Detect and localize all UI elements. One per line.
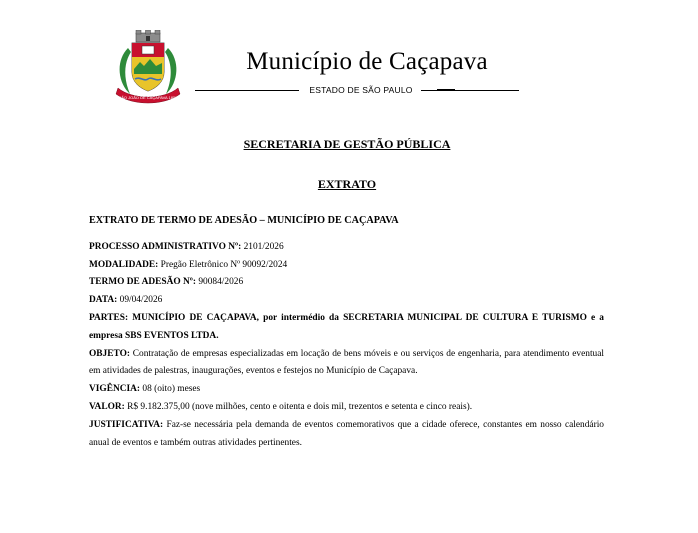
field-objeto-value: Contratação de empresas especializadas em locação de bens móveis e ou serviços de engenharia, para atendimento eventual em atividades de palestras, inaugurações, eventos e festejos no Município de Caçapava. — [89, 348, 604, 377]
field-objeto-label: OBJETO: — [89, 348, 130, 359]
field-partes-value: MUNICÍPIO DE CAÇAPAVA, por intermédio da SECRETARIA MUNICIPAL DE CULTURA E TURISMO e a empresa SBS EVENTOS LTDA. — [89, 312, 604, 341]
field-partes — [89, 310, 604, 346]
divider-right-accent — [437, 89, 455, 91]
field-valor-label: VALOR: — [89, 401, 125, 412]
field-termo-label: TERMO DE ADESÃO Nº: — [89, 277, 197, 288]
field-processo-value: 2101/2026 — [241, 241, 284, 252]
field-data-value: 09/04/2026 — [117, 295, 163, 306]
field-data — [89, 292, 604, 310]
field-justificativa — [89, 417, 604, 453]
field-justificativa-label: JUSTIFICATIVA: — [89, 419, 164, 430]
state-subtitle: ESTADO DE SÃO PAULO — [309, 85, 413, 95]
field-vigencia — [89, 381, 604, 399]
field-termo-value: 90084/2026 — [196, 277, 244, 288]
field-data-label: DATA: — [89, 295, 118, 306]
field-termo — [89, 274, 604, 292]
document-title: EXTRATO DE TERMO DE ADESÃO – MUNICÍPIO DE CAÇAPAVA — [89, 215, 399, 226]
field-modalidade-label: MODALIDADE: — [89, 259, 159, 270]
field-modalidade — [89, 257, 604, 275]
field-processo — [89, 239, 604, 257]
extrato-heading: EXTRATO — [317, 177, 377, 191]
field-vigencia-label: VIGÊNCIA: — [89, 384, 141, 395]
field-objeto — [89, 346, 604, 382]
divider-right — [421, 90, 519, 91]
field-modalidade-value: Pregão Eletrônico Nº 90092/2024 — [158, 259, 288, 270]
secretaria-heading: SECRETARIA DE GESTÃO PÚBLICA — [243, 137, 451, 151]
crest-ribbon-text: SÃO JOÃO DE CAÇAPAVA 1855 — [118, 95, 178, 100]
field-vigencia-value: 08 (oito) meses — [140, 384, 201, 395]
field-valor — [89, 399, 604, 417]
field-justificativa-value: Faz-se necessária pela demanda de eventos comemorativos que a cidade oferece, constantes em nosso calendário anual de eventos e também outras atividades pertinentes. — [89, 419, 604, 448]
state-subtitle-row — [195, 85, 519, 97]
document-body — [89, 212, 604, 452]
field-processo-label: PROCESSO ADMINISTRATIVO Nº: — [89, 241, 242, 252]
field-valor-value: R$ 9.182.375,00 (nove milhões, cento e oitenta e dois mil, trezentos e setenta e cinco reais). — [124, 401, 473, 412]
municipality-title: Município de Caçapava — [246, 48, 488, 75]
divider-left — [195, 90, 299, 91]
document-header — [0, 0, 698, 110]
field-partes-label: PARTES: — [89, 312, 129, 323]
